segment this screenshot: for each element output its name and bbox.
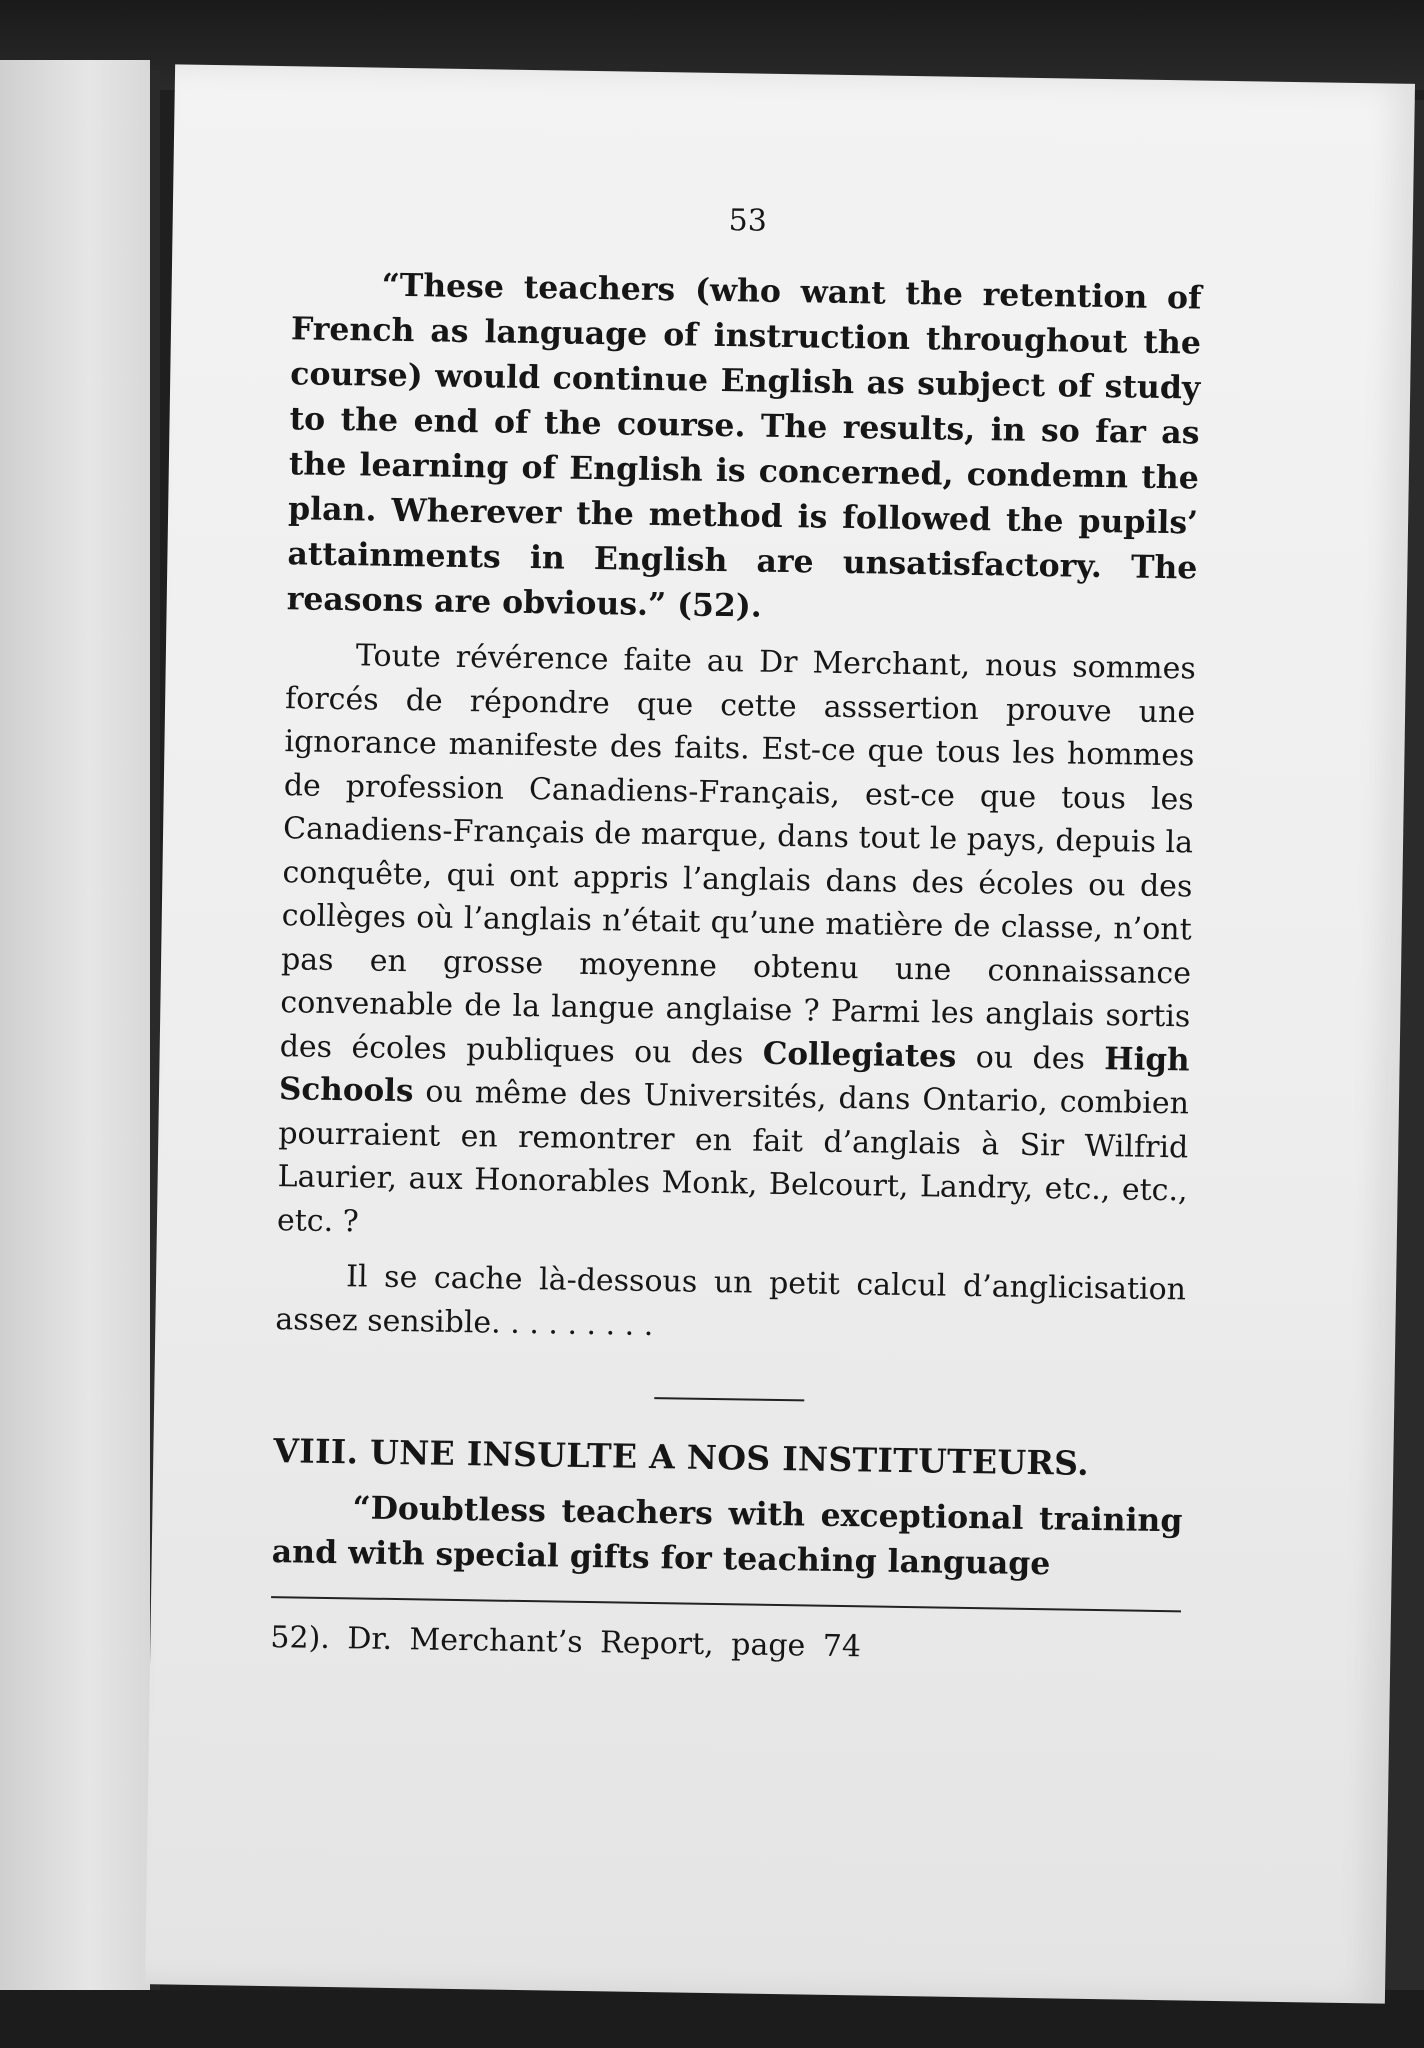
page-number: 53: [728, 203, 768, 239]
paragraph-text: ou des: [975, 1039, 1086, 1077]
footnote-divider: [271, 1596, 1181, 1612]
page-content: [270, 196, 1203, 1669]
facing-page-edge: [0, 60, 150, 2020]
book-page: [145, 64, 1415, 2003]
paragraph-text: Toute révérence faite au Dr Merchant, nous sommes forcés de répondre que cette asssertion prouve une ignorance manifeste des faits. Est-ce que tous les hommes de profession Canadiens-Français, est-ce que tous les Canadiens-Français de marque, dans tout le pays, depuis la conquête, qui ont appris l’anglais dans des écoles ou des collèges où l’anglais n’était qu’une matière de classe, n’ont pas en grosse moyenne obtenu une connaissance convenable de la langue anglaise ? Parmi les anglais sortis des écoles publiques ou des: [279, 638, 1197, 1071]
bold-term-collegiates: Collegiates: [762, 1035, 957, 1075]
paragraph-text: ou même des Universités, dans Ontario, combien pourraient en remontrer en fait d’anglais à Sir Wilfrid Laurier, aux Honorables Monk, Belcourt, Landry, etc., etc., etc. ?: [276, 1074, 1190, 1239]
bold-term-high-schools: High Schools: [278, 1040, 1190, 1110]
quote-paragraph: “Doubtless teachers with exceptional training and with special gifts for teaching language: [271, 1489, 1183, 1583]
body-paragraph: Il se cache là-dessous un petit calcul d’anglicisation assez sensible. . . . . . . . .: [275, 1259, 1187, 1343]
body-paragraph: [277, 633, 1196, 1256]
section-divider: [654, 1397, 804, 1401]
quote-paragraph: “These teachers (who want the retention of French as language of instruction throughout the course) would continue English as subject of study to the end of the course. The results, in so far as the learning of English is concerned, condemn the plan. Wherever the method is followed the pupils’ attainments in English are unsatisfactory. The reasons are obvious.” (52).: [286, 266, 1202, 625]
footnote: 52). Dr. Merchant’s Report, page 74: [270, 1620, 862, 1665]
section-heading: VIII. UNE INSULTE A NOS INSTITUTEURS.: [273, 1431, 1090, 1483]
